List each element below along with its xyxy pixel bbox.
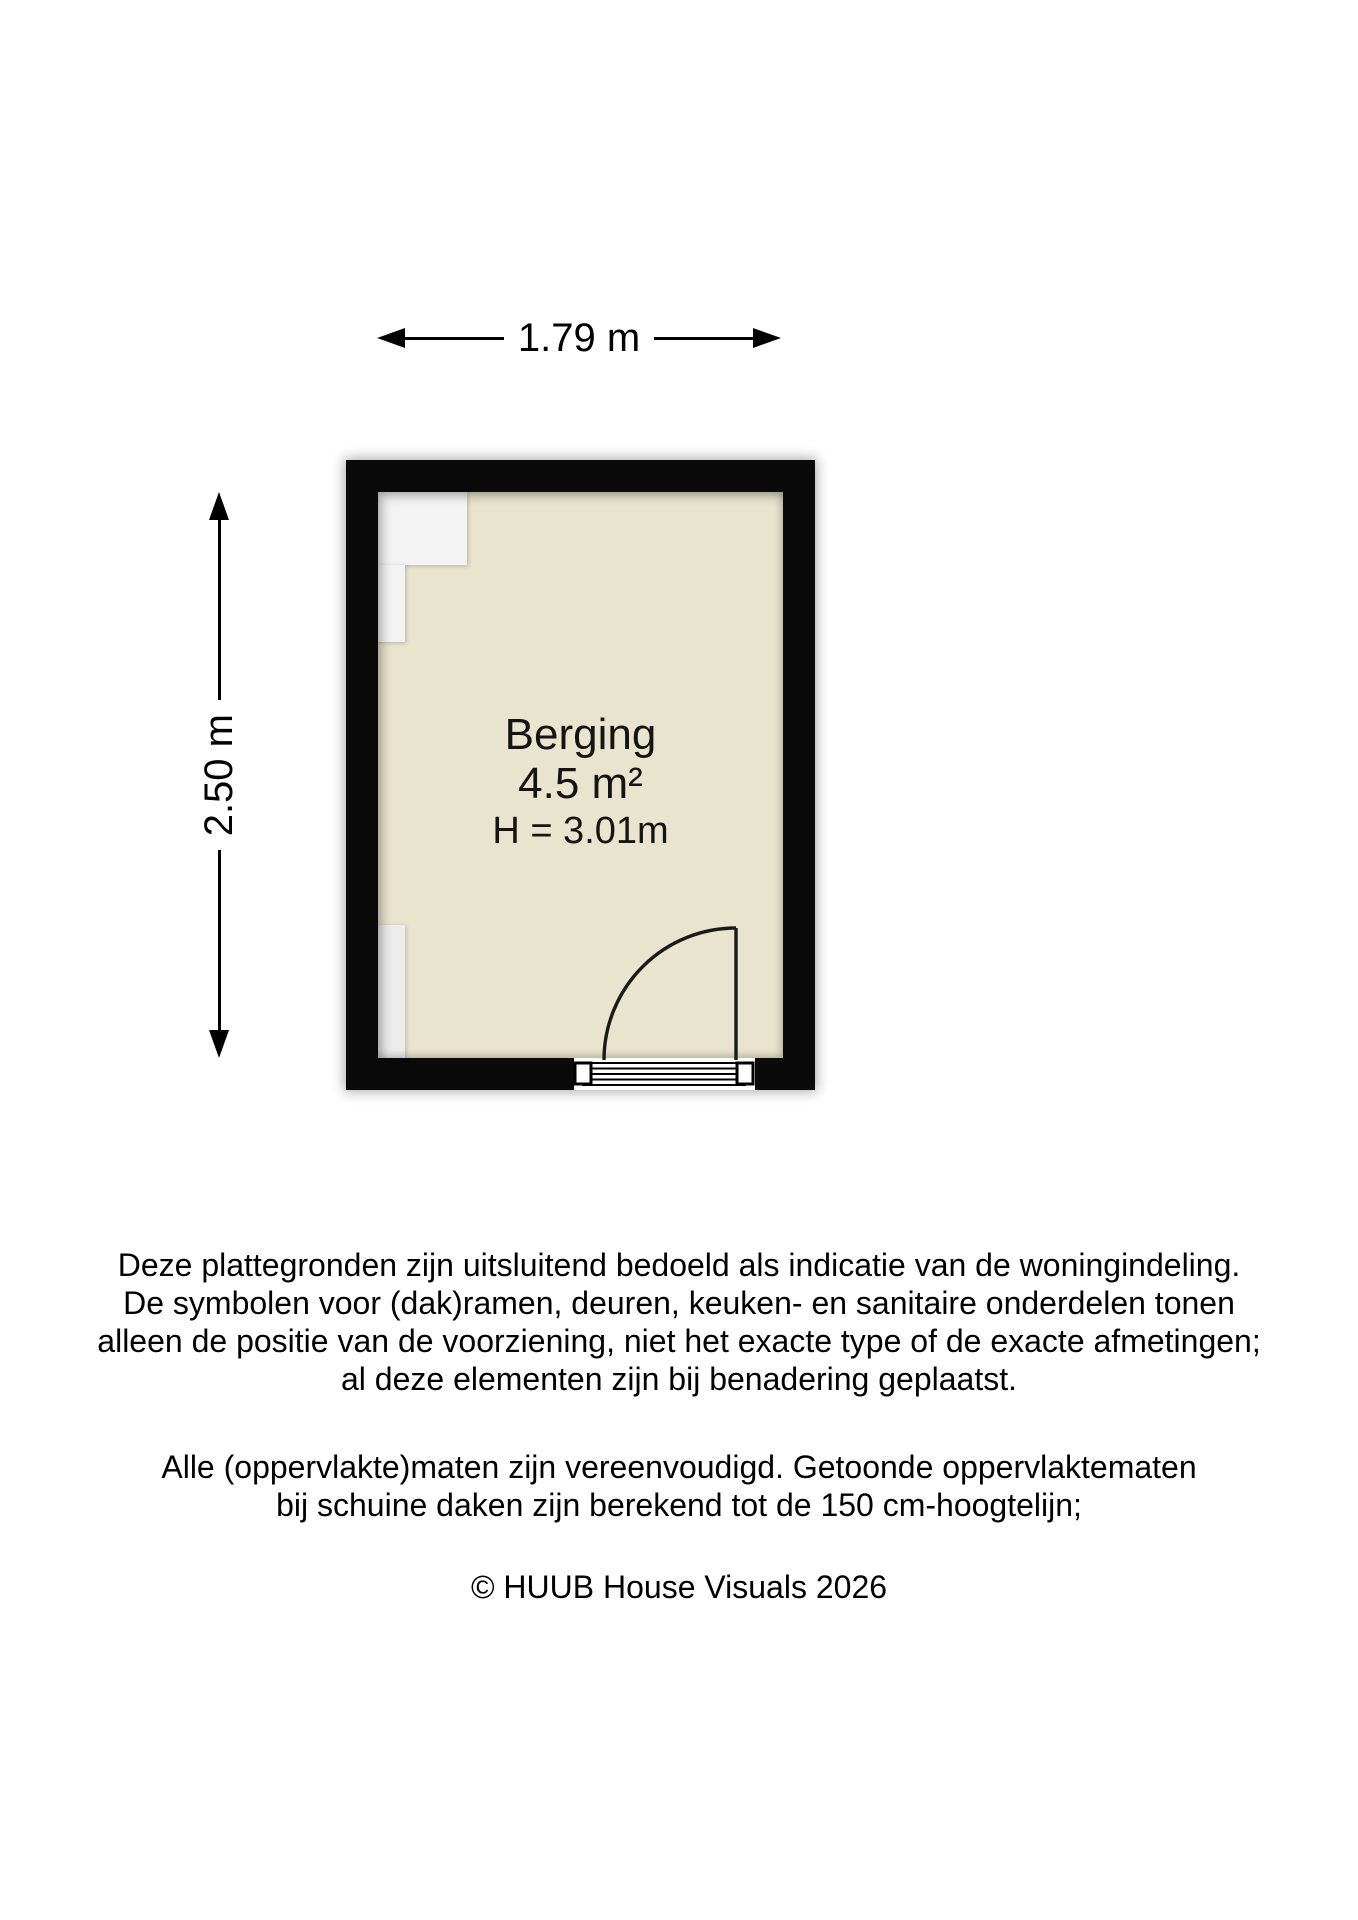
- door-post-right: [737, 1063, 753, 1084]
- door-arc: [604, 928, 736, 1060]
- disclaimer-line-3: alleen de positie van de voorziening, niet het exacte type of de exacte afmetingen;: [97, 1323, 1261, 1359]
- room-name: Berging: [504, 710, 657, 759]
- disclaimer-line-2: De symbolen voor (dak)ramen, deuren, keuken- en sanitaire onderdelen tonen: [123, 1285, 1235, 1321]
- arrow-up-icon: [209, 492, 229, 520]
- width-dimension: [377, 316, 781, 360]
- dimension-line-left: [405, 337, 504, 340]
- disclaimer-line-1: Deze plattegronden zijn uitsluitend bedoeld als indicatie van de woningindeling.: [117, 1247, 1241, 1283]
- disclaimer-line-5: Alle (oppervlakte)maten zijn vereenvoudigd. Getoonde oppervlaktematen: [161, 1449, 1197, 1485]
- disclaimer-line-6: bij schuine daken zijn berekend tot de 150 cm-hoogtelijn;: [276, 1487, 1082, 1523]
- copyright-text: © HUUB House Visuals 2026: [470, 1569, 888, 1605]
- dimension-line-right: [654, 337, 753, 340]
- width-dimension-label: 1.79 m: [517, 316, 641, 360]
- arrow-right-icon: [753, 328, 781, 348]
- door-post-left: [575, 1063, 591, 1084]
- floor-plan: [346, 460, 815, 1090]
- dimension-line-top: [218, 520, 221, 700]
- disclaimer: [0, 1246, 1358, 1524]
- disclaimer-line-4: al deze elementen zijn bij benadering geplaatst.: [340, 1361, 1017, 1397]
- room-label: [346, 710, 815, 855]
- arrow-left-icon: [377, 328, 405, 348]
- depth-dimension: [197, 492, 241, 1058]
- dimension-line-bottom: [218, 850, 221, 1030]
- room-ceiling-height: H = 3.01m: [492, 810, 669, 852]
- depth-dimension-label: 2.50 m: [197, 713, 241, 837]
- room-area: 4.5 m²: [518, 759, 643, 808]
- arrow-down-icon: [209, 1030, 229, 1058]
